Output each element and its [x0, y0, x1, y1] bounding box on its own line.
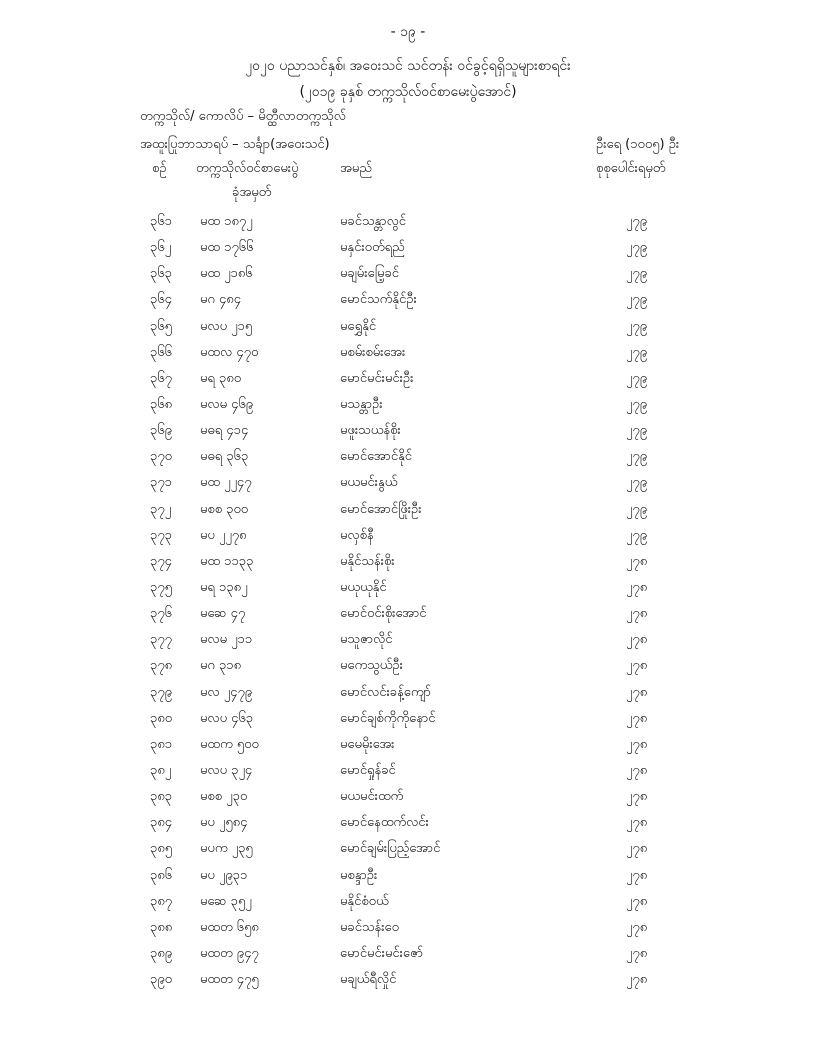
- serial-cell: ၃၆၄: [150, 292, 172, 308]
- table-row: [0, 497, 816, 523]
- roll-number-cell: မပ ၂၉၃၁: [200, 867, 248, 883]
- total-mark-cell: ၂၇၈: [626, 893, 648, 909]
- roll-number-cell: မထက ၅၀၀: [200, 736, 259, 752]
- roll-number-cell: မထ ၁၁၃၃: [200, 553, 254, 569]
- total-mark-cell: ၂၇၈: [626, 815, 648, 831]
- table-row: [0, 915, 816, 941]
- total-mark-cell: ၂၇၈: [626, 606, 648, 622]
- serial-cell: ၃၇၃: [150, 527, 172, 543]
- name-cell: မလှစ်နီ: [340, 527, 374, 543]
- table-row: [0, 732, 816, 758]
- table-row: [0, 889, 816, 915]
- serial-cell: ၃၈၄: [150, 815, 173, 831]
- name-cell: မသန္တာဦး: [340, 396, 383, 412]
- name-cell: မယမင်းထက်: [340, 789, 404, 805]
- serial-cell: ၃၆၂: [150, 240, 172, 256]
- total-mark-cell: ၂၇၈: [626, 841, 648, 857]
- table-row: [0, 209, 816, 235]
- serial-cell: ၃၇၁: [150, 475, 172, 491]
- serial-cell: ၃၇၅: [150, 579, 172, 595]
- total-mark-cell: ၂၇၉: [626, 344, 648, 360]
- total-mark-cell: ၂၇၈: [626, 736, 648, 752]
- name-cell: မောင်ဝင်းစိုးအောင်: [340, 606, 427, 622]
- total-mark-cell: ၂၇၉: [626, 449, 648, 465]
- table-row: [0, 706, 816, 732]
- serial-cell: ၃၇၈: [150, 658, 173, 674]
- name-cell: မောင်လင်းခန့်ကျော်: [340, 684, 431, 700]
- roll-number-cell: မပက ၂၃၅: [200, 841, 253, 857]
- table-row: [0, 340, 816, 366]
- quota-label: ဦးရေ (၁၀၀၅) ဦး: [596, 137, 680, 152]
- total-mark-cell: ၂၇၈: [626, 579, 648, 595]
- name-cell: မကေသွယ်ဦး: [340, 658, 403, 674]
- name-cell: မနိုင်သန်းစိုး: [340, 553, 395, 569]
- name-cell: မောင်မင်းမင်းဇော်: [340, 945, 424, 961]
- column-header-total: စုစုပေါင်းရမှတ်: [596, 161, 666, 176]
- roll-number-cell: မလပ ၂၁၅: [200, 318, 253, 334]
- table-row: [0, 549, 816, 575]
- serial-cell: ၃၇၇: [150, 632, 172, 648]
- column-header-name: အမည်: [340, 161, 372, 176]
- table-row: [0, 314, 816, 340]
- table-row: [0, 601, 816, 627]
- roll-number-cell: မဓရ ၃၆၃: [200, 449, 249, 465]
- name-cell: မောင်အောင်ဖြိုးဦး: [340, 501, 422, 517]
- serial-cell: ၃၆၈: [150, 396, 173, 412]
- table-row: [0, 287, 816, 313]
- roll-number-cell: မဂ ၄၈၄: [200, 292, 242, 308]
- roll-number-cell: မဂ ၃၁၈: [200, 658, 242, 674]
- serial-cell: ၃၆၃: [150, 266, 172, 282]
- column-header-serial: စဉ်: [152, 161, 167, 176]
- total-mark-cell: ၂၇၈: [626, 710, 648, 726]
- table-row: [0, 863, 816, 889]
- total-mark-cell: ၂၇၈: [626, 632, 648, 648]
- results-table: [0, 209, 816, 993]
- table-row: [0, 470, 816, 496]
- roll-number-cell: မထလ ၄၇၀: [200, 344, 259, 360]
- roll-number-cell: မထ ၁၈၇၂: [200, 214, 253, 229]
- roll-number-cell: မဆေ ၃၅၂: [200, 893, 252, 909]
- roll-number-cell: မလပ ၄၆၃: [200, 710, 254, 726]
- roll-number-cell: မလပ ၃၂၄: [200, 762, 253, 778]
- name-cell: မယမင်းနွယ်: [340, 475, 398, 491]
- name-cell: မောင်နေထက်လင်း: [340, 815, 429, 831]
- name-cell: မရွှေနိုင်: [340, 318, 377, 334]
- roll-number-cell: မထ ၂၂၄၇: [200, 475, 252, 491]
- serial-cell: ၃၈၇: [150, 893, 173, 909]
- name-cell: မဖူးသယန်စိုး: [340, 423, 401, 439]
- name-cell: မောင်အောင်နိုင်: [340, 449, 413, 465]
- subject-label: အထူးပြုဘာသာရပ် – သင်္ချာ(အဝေးသင်): [140, 137, 330, 152]
- name-cell: မောင်ချစ်ကိုကိုနောင်: [340, 710, 436, 726]
- serial-cell: ၃၈၆: [150, 867, 173, 883]
- table-row: [0, 627, 816, 653]
- serial-cell: ၃၈၀: [150, 710, 173, 726]
- total-mark-cell: ၂၇၈: [626, 867, 648, 883]
- table-row: [0, 366, 816, 392]
- serial-cell: ၃၆၉: [150, 423, 172, 439]
- name-cell: မသူဇာလိုင်: [340, 632, 393, 648]
- roll-number-cell: မစစ ၃၀၀: [200, 501, 249, 517]
- serial-cell: ၃၇၆: [150, 606, 172, 622]
- total-mark-cell: ၂၇၉: [626, 370, 648, 386]
- name-cell: မောင်ရှုန်ခင်: [340, 762, 396, 778]
- serial-cell: ၃၆၇: [150, 370, 172, 386]
- serial-cell: ၃၈၅: [150, 841, 173, 857]
- column-header-roll: တက္ကသိုလ်ဝင်စာမေးပွဲ: [196, 161, 299, 176]
- name-cell: မခင်သန္တာလွင်: [340, 214, 406, 229]
- table-row: [0, 810, 816, 836]
- name-cell: မောင်မင်းမင်းဦး: [340, 370, 414, 386]
- total-mark-cell: ၂၇၈: [626, 762, 648, 778]
- roll-number-cell: မရ ၁၃၈၂: [200, 579, 248, 595]
- table-row: [0, 261, 816, 287]
- roll-number-cell: မထတ ၄၇၅: [200, 972, 259, 988]
- total-mark-cell: ၂၇၉: [626, 266, 648, 282]
- roll-number-cell: မထတ ၆၅၈: [200, 919, 259, 935]
- name-cell: မချမ်းမြေ့ခင်: [340, 266, 399, 282]
- column-header-roll-line2: ခုံအမှတ်: [232, 185, 272, 200]
- name-cell: မချယ်ရီလှိုင်: [340, 972, 397, 988]
- table-row: [0, 758, 816, 784]
- table-row: [0, 392, 816, 418]
- name-cell: မယုယုနိုင်: [340, 579, 387, 595]
- roll-number-cell: မပ ၂၂၇၈: [200, 527, 247, 543]
- table-row: [0, 784, 816, 810]
- serial-cell: ၃၈၂: [150, 762, 172, 778]
- total-mark-cell: ၂၇၈: [626, 919, 648, 935]
- roll-number-cell: မစစ ၂၃၀: [200, 789, 248, 805]
- total-mark-cell: ၂၇၉: [626, 214, 648, 229]
- total-mark-cell: ၂၇၉: [626, 240, 648, 256]
- serial-cell: ၃၉၀: [150, 972, 172, 988]
- roll-number-cell: မထတ ၉၄၇: [200, 945, 259, 961]
- document-title: ၂၀၂၀ ပညာသင်နှစ်၊ အဝေးသင် သင်တန်း ဝင်ခွင့်ရရှိသူများစာရင်း: [245, 58, 571, 74]
- roll-number-cell: မထ ၂၁၈၆: [200, 266, 253, 282]
- serial-cell: ၃၇၄: [150, 553, 172, 569]
- total-mark-cell: ၂၇၉: [626, 396, 648, 412]
- name-cell: မစမ်းစမ်းအေး: [340, 344, 406, 360]
- table-row: [0, 941, 816, 967]
- total-mark-cell: ၂၇၉: [626, 423, 648, 439]
- serial-cell: ၃၆၅: [150, 318, 172, 334]
- roll-number-cell: မဆေ ၄၇: [200, 606, 246, 622]
- name-cell: မောင်ချမ်းပြည့်အောင်: [340, 841, 441, 857]
- serial-cell: ၃၆၆: [150, 344, 172, 360]
- name-cell: မစန္ဒာဦး: [340, 867, 378, 883]
- roll-number-cell: မလမ ၂၁၁: [200, 632, 253, 648]
- total-mark-cell: ၂၇၈: [626, 553, 648, 569]
- table-row: [0, 836, 816, 862]
- table-row: [0, 235, 816, 261]
- total-mark-cell: ၂၇၈: [626, 789, 648, 805]
- serial-cell: ၃၇၂: [150, 501, 172, 517]
- roll-number-cell: မပ ၂၅၈၄: [200, 815, 248, 831]
- table-row: [0, 575, 816, 601]
- table-row: [0, 680, 816, 706]
- table-row: [0, 967, 816, 993]
- serial-cell: ၃၈၉: [150, 945, 173, 961]
- roll-number-cell: မလမ ၄၆၉: [200, 396, 254, 412]
- roll-number-cell: မလ ၂၄၇၉: [200, 684, 253, 700]
- name-cell: မနှင်းဝတ်ရည်: [340, 240, 405, 256]
- name-cell: မနိုင်စံဝယ်: [340, 893, 389, 909]
- name-cell: မခင်သန်းဝေ: [340, 919, 399, 935]
- university-label: တက္ကသိုလ်/ ကောလိပ် – မိတ္ထီလာတက္ကသိုလ်: [140, 109, 346, 124]
- serial-cell: ၃၈၃: [150, 789, 173, 805]
- table-row: [0, 444, 816, 470]
- total-mark-cell: ၂၇၈: [626, 658, 648, 674]
- total-mark-cell: ၂၇၈: [626, 945, 648, 961]
- total-mark-cell: ၂၇၈: [626, 972, 648, 988]
- table-row: [0, 523, 816, 549]
- roll-number-cell: မဓရ ၄၁၄: [200, 423, 249, 439]
- total-mark-cell: ၂၇၉: [626, 501, 648, 517]
- table-row: [0, 653, 816, 679]
- name-cell: မမေမိုးအေး: [340, 736, 395, 752]
- serial-cell: ၃၈၈: [150, 919, 173, 935]
- page-number: - ၁၉ -: [390, 24, 426, 40]
- name-cell: မောင်သက်နိုင်ဦး: [340, 292, 417, 308]
- roll-number-cell: မရ ၃၈၀: [200, 370, 242, 386]
- total-mark-cell: ၂၇၉: [626, 527, 648, 543]
- document-subtitle: (၂၀၁၉ ခုနှစ် တက္ကသိုလ်ဝင်စာမေးပွဲအောင်): [299, 84, 517, 100]
- serial-cell: ၃၇၉: [150, 684, 172, 700]
- total-mark-cell: ၂၇၉: [626, 475, 648, 491]
- total-mark-cell: ၂၇၉: [626, 318, 648, 334]
- total-mark-cell: ၂၇၈: [626, 684, 648, 700]
- serial-cell: ၃၇၀: [150, 449, 172, 465]
- serial-cell: ၃၆၁: [150, 214, 172, 229]
- serial-cell: ၃၈၁: [150, 736, 173, 752]
- total-mark-cell: ၂၇၉: [626, 292, 648, 308]
- table-row: [0, 418, 816, 444]
- roll-number-cell: မထ ၁၇၆၆: [200, 240, 254, 256]
